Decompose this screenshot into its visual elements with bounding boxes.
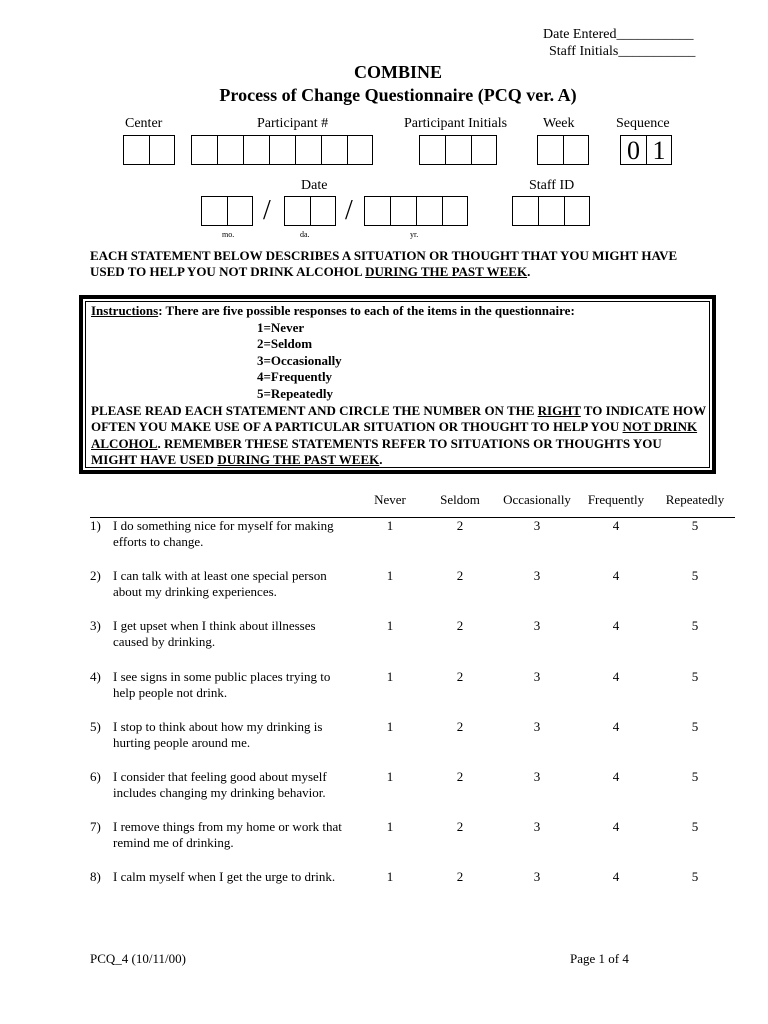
rating-option-2[interactable]: 2: [456, 518, 464, 533]
rating-option-4[interactable]: 4: [612, 568, 620, 584]
column-header-seldom: Seldom: [440, 492, 480, 507]
date-label: Date: [301, 178, 328, 193]
rating-option-1[interactable]: 1: [386, 718, 394, 734]
rating-option-5[interactable]: 5: [691, 718, 699, 734]
center-boxes[interactable]: [123, 135, 175, 165]
date-month-box[interactable]: [227, 196, 253, 226]
participant-number-boxes[interactable]: [191, 135, 373, 165]
participant-initials-label: Participant Initials: [404, 116, 508, 131]
question-number: 7): [90, 819, 101, 835]
center-label: Center: [125, 116, 163, 131]
date-year-boxes[interactable]: [364, 196, 468, 226]
rating-option-3[interactable]: 3: [533, 618, 541, 634]
rating-option-3[interactable]: 3: [533, 869, 541, 885]
question-text: I see signs in some public places trying to help people not drink.: [113, 668, 331, 700]
column-header-occasionally: Occasionally: [503, 492, 571, 507]
rating-option-5[interactable]: 5: [691, 618, 699, 634]
sequence-boxes[interactable]: [620, 135, 672, 165]
rating-option-3[interactable]: 3: [533, 668, 541, 684]
sequence-box[interactable]: 0: [620, 135, 646, 165]
rating-option-1[interactable]: 1: [386, 819, 394, 835]
rating-option-3[interactable]: 3: [533, 819, 541, 835]
participant-number-box[interactable]: [347, 135, 373, 165]
date-year-box[interactable]: [442, 196, 468, 226]
date-day-boxes[interactable]: [284, 196, 336, 226]
rating-option-2[interactable]: 2: [456, 618, 464, 634]
center-box[interactable]: [123, 135, 149, 165]
response-option: 5=Repeatedly: [257, 385, 334, 401]
response-option: 3=Occasionally: [257, 352, 342, 368]
rating-option-5[interactable]: 5: [691, 819, 699, 835]
participant-number-box[interactable]: [191, 135, 217, 165]
column-header-frequently: Frequently: [587, 492, 645, 507]
rating-option-1[interactable]: 1: [386, 668, 394, 684]
participant-number-box[interactable]: [321, 135, 347, 165]
rating-option-1[interactable]: 1: [386, 568, 394, 584]
date-entered-label: Date Entered___________: [543, 27, 694, 42]
instructions-box: [79, 295, 716, 474]
question-number: 8): [90, 869, 101, 885]
date-day-box[interactable]: [310, 196, 336, 226]
week-label: Week: [543, 116, 575, 131]
rating-option-2[interactable]: 2: [456, 819, 464, 835]
participant-initials-boxes[interactable]: [419, 135, 497, 165]
question-text: I calm myself when I get the urge to drink.: [113, 869, 336, 885]
question-text: I stop to think about how my drinking is hurting people around me.: [113, 718, 323, 750]
participant-initials-box[interactable]: [419, 135, 445, 165]
rating-option-2[interactable]: 2: [456, 769, 464, 784]
question-text: I consider that feeling good about myself includes changing my drinking behavior.: [113, 769, 327, 800]
participant-number-label: Participant #: [257, 116, 329, 131]
column-header-repeatedly: Repeatedly: [665, 492, 725, 507]
question-number: 4): [90, 668, 101, 684]
date-month-boxes[interactable]: [201, 196, 253, 226]
column-header-never: Never: [374, 492, 406, 507]
rating-option-1[interactable]: 1: [386, 869, 394, 885]
rating-option-4[interactable]: 4: [612, 618, 620, 634]
instructions-text: Instructions: There are five possible responses to each of the items in the questionnaire: 1=Never 2=Seldom 3=Occasionally 4=Frequently 5=Repeatedly PLEASE READ EACH STATEMENT AND CIRCLE THE NUMBER ON THE RIGHT TO INDICATE HOW OFTEN YOU MAKE USE OF A PARTICULAR SITUATION OR THOUGHT TO HELP YOU NOT DRINK ALCOHOL. REMEMBER THESE STATEMENTS REFER TO SITUATIONS OR THOUGHTS YOU MIGHT HAVE USED DURING THE PAST WEEK.: [91, 303, 706, 468]
rating-option-4[interactable]: 4: [612, 869, 620, 885]
week-box[interactable]: [563, 135, 589, 165]
rating-option-5[interactable]: 5: [691, 769, 699, 784]
sequence-box[interactable]: 1: [646, 135, 672, 165]
staff-id-box[interactable]: [512, 196, 538, 226]
rating-option-5[interactable]: 5: [691, 869, 699, 885]
form-id: PCQ_4 (10/11/00): [90, 951, 186, 966]
participant-number-box[interactable]: [269, 135, 295, 165]
response-option: 2=Seldom: [257, 336, 313, 352]
date-year-box[interactable]: [364, 196, 390, 226]
date-slash: /: [263, 195, 271, 226]
staff-initials-label: Staff Initials___________: [549, 44, 696, 59]
rating-option-4[interactable]: 4: [612, 769, 620, 784]
staff-id-box[interactable]: [538, 196, 564, 226]
date-day-box[interactable]: [284, 196, 310, 226]
rating-option-5[interactable]: 5: [691, 518, 699, 533]
form-subtitle: Process of Change Questionnaire (PCQ ver. A): [219, 85, 577, 105]
participant-initials-box[interactable]: [445, 135, 471, 165]
question-number: 5): [90, 718, 101, 734]
date-month-box[interactable]: [201, 196, 227, 226]
question-number: 3): [90, 618, 101, 634]
year-caption: yr.: [410, 230, 419, 239]
participant-number-box[interactable]: [243, 135, 269, 165]
month-caption: mo.: [222, 230, 235, 239]
staff-id-label: Staff ID: [529, 178, 575, 193]
response-option: 1=Never: [257, 319, 305, 335]
question-text: I do something nice for myself for making efforts to change.: [113, 518, 334, 549]
rating-option-4[interactable]: 4: [612, 718, 620, 734]
form-title: COMBINE: [353, 62, 442, 82]
question-number: 1): [90, 518, 101, 533]
rating-option-1[interactable]: 1: [386, 618, 394, 634]
question-number: 6): [90, 769, 101, 784]
page-number: Page 1 of 4: [570, 951, 629, 966]
date-year-box[interactable]: [416, 196, 442, 226]
center-box[interactable]: [149, 135, 175, 165]
week-boxes[interactable]: [537, 135, 589, 165]
response-option: 4=Frequently: [257, 369, 333, 385]
instructions-label: Instructions: [91, 303, 159, 318]
participant-number-box[interactable]: [295, 135, 321, 165]
participant-number-box[interactable]: [217, 135, 243, 165]
rating-option-3[interactable]: 3: [533, 769, 541, 784]
question-text: I get upset when I think about illnesses caused by drinking.: [113, 618, 316, 650]
rating-option-1[interactable]: 1: [386, 769, 394, 784]
week-box[interactable]: [537, 135, 563, 165]
statement-text: EACH STATEMENT BELOW DESCRIBES A SITUATION OR THOUGHT THAT YOU MIGHT HAVE USED TO HELP YOU NOT DRINK ALCOHOL DURING THE PAST WEEK.: [90, 248, 678, 279]
rating-option-5[interactable]: 5: [691, 668, 699, 684]
rating-option-3[interactable]: 3: [533, 718, 541, 734]
rating-option-4[interactable]: 4: [612, 518, 620, 533]
question-text: I remove things from my home or work that remind me of drinking.: [113, 819, 342, 851]
date-slash: /: [345, 195, 353, 226]
day-caption: da.: [300, 230, 310, 239]
staff-id-boxes[interactable]: [512, 196, 590, 226]
rating-option-4[interactable]: 4: [612, 668, 620, 684]
rating-option-2[interactable]: 2: [456, 718, 464, 734]
rating-option-3[interactable]: 3: [533, 568, 541, 584]
question-text: I can talk with at least one special person about my drinking experiences.: [113, 568, 327, 600]
rating-option-1[interactable]: 1: [386, 518, 394, 533]
date-year-box[interactable]: [390, 196, 416, 226]
rating-option-3[interactable]: 3: [533, 518, 541, 533]
rating-option-2[interactable]: 2: [456, 869, 464, 885]
rating-option-2[interactable]: 2: [456, 568, 464, 584]
staff-id-box[interactable]: [564, 196, 590, 226]
rating-option-2[interactable]: 2: [456, 668, 464, 684]
participant-initials-box[interactable]: [471, 135, 497, 165]
rating-option-4[interactable]: 4: [612, 819, 620, 835]
rating-option-5[interactable]: 5: [691, 568, 699, 584]
question-number: 2): [90, 568, 101, 584]
sequence-label: Sequence: [616, 116, 670, 131]
